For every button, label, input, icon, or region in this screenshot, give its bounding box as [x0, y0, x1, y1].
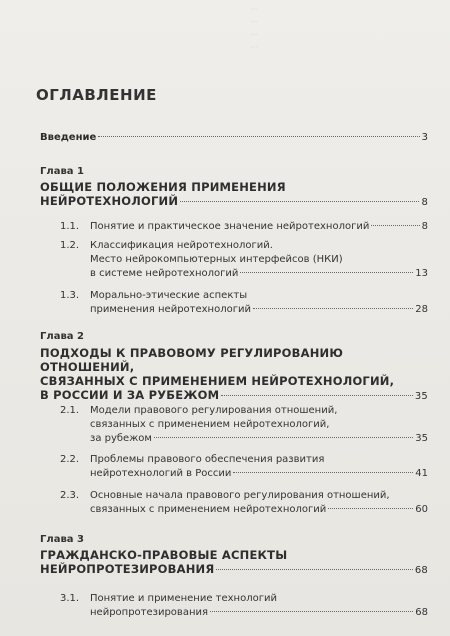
page-number: 68	[415, 607, 428, 618]
chapter-1-title: ОБЩИЕ ПОЛОЖЕНИЯ ПРИМЕНЕНИЯ НЕЙРОТЕХНОЛОГИЙ 8	[40, 180, 428, 208]
page-number: 8	[421, 221, 428, 232]
toc-entry-2-1: 2.1. Модели правового регулирования отношений, связанных с применением нейротехнологий, за рубежом 35	[60, 405, 428, 444]
page-number: 41	[415, 468, 428, 479]
chapter-2-label: Глава 2	[40, 331, 84, 342]
dot-leader	[216, 569, 412, 570]
dot-leader	[253, 308, 413, 309]
page-number: 8	[421, 197, 428, 208]
dot-leader	[221, 395, 413, 396]
page-number: 28	[415, 304, 428, 315]
toc-entry-1-3: 1.3. Морально-этические аспекты применения нейротехнологий 28	[60, 290, 428, 315]
dot-leader	[180, 201, 419, 202]
page-number: 3	[421, 132, 428, 143]
chapter-2-title: ПОДХОДЫ К ПРАВОВОМУ РЕГУЛИРОВАНИЮ ОТНОШЕНИЙ, СВЯЗАННЫХ С ПРИМЕНЕНИЕМ НЕЙРОТЕХНОЛОГИЙ, В РОССИИ И ЗА РУБЕЖОМ 35	[40, 346, 428, 402]
dot-leader	[233, 472, 413, 473]
chapter-1-label: Глава 1	[40, 166, 84, 177]
dot-leader	[210, 611, 413, 612]
page-number: 35	[415, 433, 428, 444]
toc-entry-1-2: 1.2. Классификация нейротехнологий. Место нейрокомпьютерных интерфейсов (НКИ) в системе нейротехнологий 13	[60, 240, 428, 279]
page-number: 68	[414, 565, 428, 576]
toc-entry-2-3: 2.3. Основные начала правового регулирования отношений, связанных с применением нейротехнологий 60	[60, 490, 428, 515]
toc-heading: ОГЛАВЛЕНИЕ	[36, 86, 157, 104]
chapter-3-title: ГРАЖДАНСКО-ПРАВОВЫЕ АСПЕКТЫ НЕЙРОПРОТЕЗИРОВАНИЯ 68	[40, 548, 428, 576]
chapter-3-label: Глава 3	[40, 534, 84, 545]
dot-leader	[371, 225, 419, 226]
dot-leader	[98, 136, 419, 137]
dot-leader	[154, 437, 413, 438]
intro-title: Введение	[40, 132, 97, 143]
page-number: 35	[414, 391, 428, 402]
bleed-through-text: ... ... ... ...	[250, 2, 258, 50]
dot-leader	[240, 272, 413, 273]
page-number: 13	[415, 268, 428, 279]
page-number: 60	[415, 504, 428, 515]
toc-entry-2-2: 2.2. Проблемы правового обеспечения развития нейротехнологий в России 41	[60, 454, 428, 479]
toc-entry-1-1: 1.1. Понятие и практическое значение нейротехнологий 8	[60, 221, 428, 232]
dot-leader	[328, 508, 413, 509]
toc-intro	[40, 132, 428, 143]
toc-entry-3-1: 3.1. Понятие и применение технологий нейропротезирования 68	[60, 593, 428, 618]
